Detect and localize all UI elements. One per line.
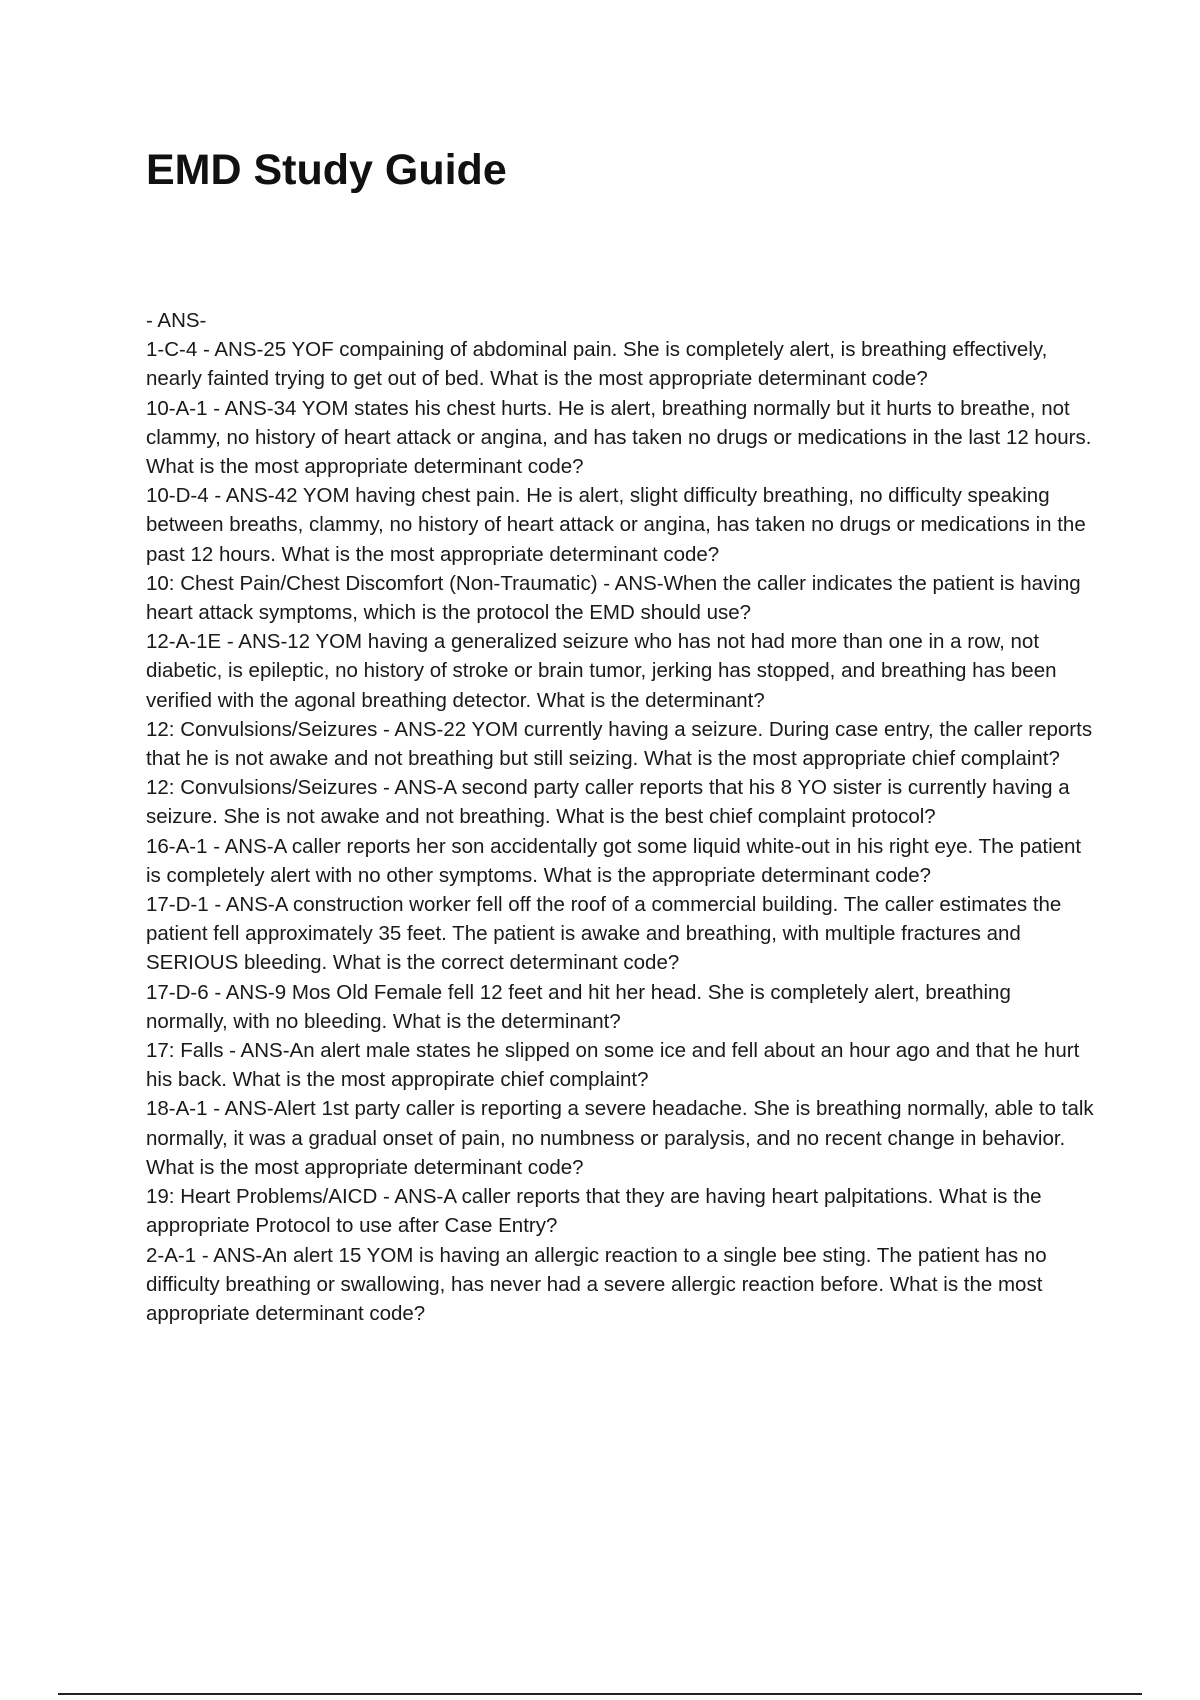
qa-entry: 17: Falls - ANS-An alert male states he slipped on some ice and fell about an hour ago and that he hurt his back. What is the most appropirate chief complaint? <box>146 1039 1080 1092</box>
qa-entry: 12-A-1E - ANS-12 YOM having a generalized seizure who has not had more than one in a row, not diabetic, is epileptic, no history of stroke or brain tumor, jerking has stopped, and breathing has been verified with the agonal breathing detector. What is the determinant? <box>146 630 1057 712</box>
qa-entry: 2-A-1 - ANS-An alert 15 YOM is having an allergic reaction to a single bee sting. The patient has no difficulty breathing or swallowing, has never had a severe allergic reaction before. What is the most appropriate determinant code? <box>146 1243 1047 1325</box>
qa-entry: 12: Convulsions/Seizures - ANS-A second party caller reports that his 8 YO sister is currently having a seizure. She is not awake and not breathing. What is the best chief complaint protocol? <box>146 776 1070 829</box>
footer-divider <box>58 1693 1142 1695</box>
qa-entry: 17-D-1 - ANS-A construction worker fell off the roof of a commercial building. The caller estimates the patient fell approximately 35 feet. The patient is awake and breathing, with multiple fractures and SERIOUS bleeding. What is the correct determinant code? <box>146 893 1062 975</box>
qa-entry: - ANS- <box>146 309 207 332</box>
qa-entry: 18-A-1 - ANS-Alert 1st party caller is reporting a severe headache. She is breathing normally, able to talk normally, it was a gradual onset of pain, no numbness or paralysis, and no recent change in behavior. What is the most appropriate determinant code? <box>146 1097 1094 1179</box>
qa-entry-list <box>146 306 1096 1328</box>
qa-entry: 16-A-1 - ANS-A caller reports her son accidentally got some liquid white-out in his right eye. The patient is completely alert with no other symptoms. What is the appropriate determinant code? <box>146 834 1082 887</box>
page-title: EMD Study Guide <box>146 146 507 194</box>
qa-entry: 10: Chest Pain/Chest Discomfort (Non-Traumatic) - ANS-When the caller indicates the patient is having heart attack symptoms, which is the protocol the EMD should use? <box>146 571 1081 625</box>
qa-entry: 19: Heart Problems/AICD - ANS-A caller reports that they are having heart palpitations. What is the appropriate Protocol to use after Case Entry? <box>146 1185 1042 1238</box>
qa-entry: 1-C-4 - ANS-25 YOF compaining of abdominal pain. She is completely alert, is breathing effectively, nearly fainted trying to get out of bed. What is the most appropriate determinant code? <box>146 338 1048 391</box>
qa-entry: 10-A-1 - ANS-34 YOM states his chest hurts. He is alert, breathing normally but it hurts to breathe, not clammy, no history of heart attack or angina, and has taken no drugs or medications in the last 12 hours. What is the most appropriate determinant code? <box>146 396 1092 479</box>
qa-entry: 12: Convulsions/Seizures - ANS-22 YOM currently having a seizure. During case entry, the caller reports that he is not awake and not breathing but still seizing. What is the most appropriate chief complaint? <box>146 717 1093 771</box>
qa-entry: 17-D-6 - ANS-9 Mos Old Female fell 12 feet and hit her head. She is completely alert, breathing normally, with no bleeding. What is the determinant? <box>146 980 1011 1033</box>
qa-entry: 10-D-4 - ANS-42 YOM having chest pain. He is alert, slight difficulty breathing, no difficulty speaking between breaths, clammy, no history of heart attack or angina, has taken no drugs or medications in the past 12 hours. What is the most appropriate determinant code? <box>146 484 1086 566</box>
